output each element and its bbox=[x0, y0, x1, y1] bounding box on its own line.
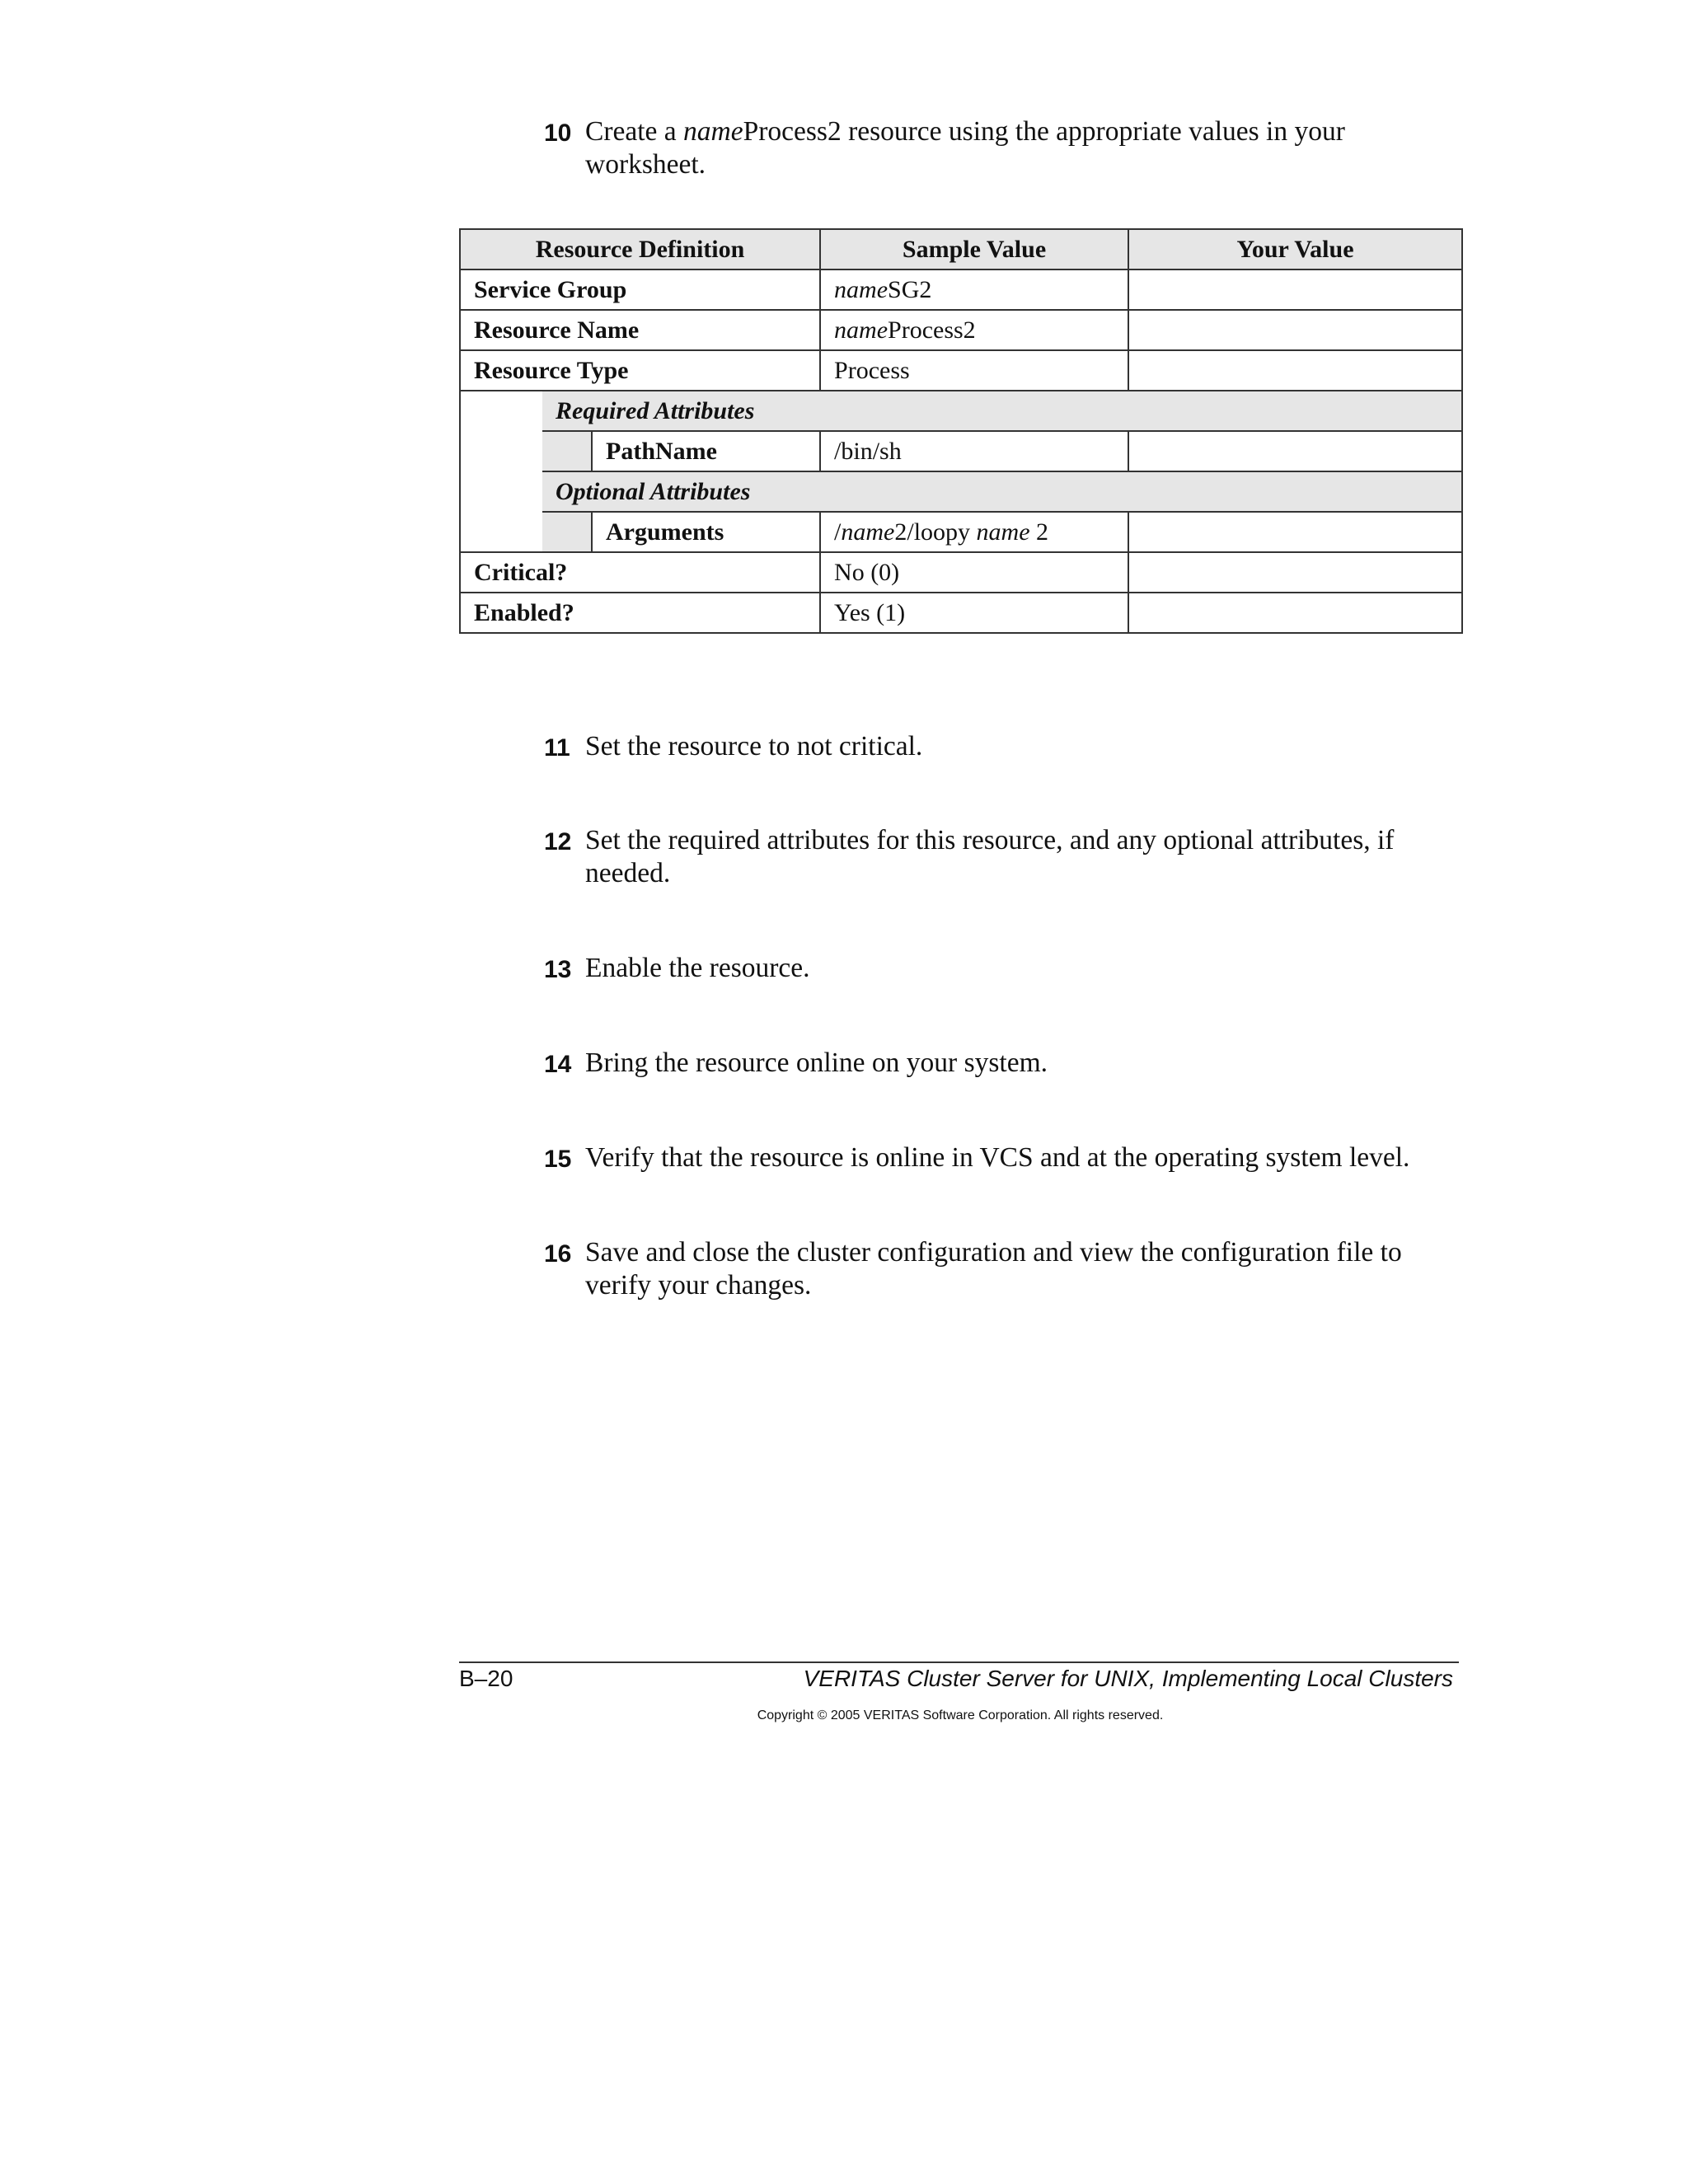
step-text: Set the required attributes for this resource, and any optional attributes, if needed. bbox=[585, 825, 1395, 888]
required-attributes-heading: Required Attributes bbox=[542, 391, 1462, 431]
step-15 bbox=[544, 1141, 1459, 1174]
italic-part: name bbox=[841, 518, 895, 546]
step-number: 11 bbox=[544, 734, 570, 762]
your-value-cell[interactable] bbox=[1128, 269, 1462, 310]
row-label: PathName bbox=[592, 431, 820, 471]
sample-value: Yes (1) bbox=[820, 593, 1128, 633]
table-subheader-row bbox=[460, 391, 1462, 431]
italic-part: name bbox=[834, 275, 889, 303]
sample-value: Process bbox=[820, 350, 1128, 391]
step-text-part: Process2 resource using the appropriate values in your worksheet. bbox=[585, 116, 1345, 180]
table-header-row bbox=[460, 229, 1462, 269]
your-value-cell[interactable] bbox=[1128, 431, 1462, 471]
indent-shade bbox=[542, 431, 592, 471]
value-part: 2/loopy bbox=[894, 518, 977, 546]
your-value-cell[interactable] bbox=[1128, 552, 1462, 593]
table-row bbox=[460, 310, 1462, 350]
step-number: 14 bbox=[544, 1051, 572, 1078]
page-number: B–20 bbox=[459, 1666, 513, 1691]
sample-value bbox=[820, 310, 1128, 350]
table-row bbox=[460, 512, 1462, 552]
header-your-value: Your Value bbox=[1128, 229, 1462, 269]
step-16 bbox=[544, 1236, 1459, 1302]
value-part: SG2 bbox=[888, 275, 932, 303]
resource-definition-table bbox=[459, 228, 1463, 634]
step-text: Bring the resource online on your system. bbox=[585, 1047, 1048, 1078]
step-text bbox=[585, 115, 1459, 181]
row-label: Resource Type bbox=[460, 350, 820, 391]
your-value-cell[interactable] bbox=[1128, 512, 1462, 552]
table-row bbox=[460, 431, 1462, 471]
step-number: 10 bbox=[544, 120, 572, 147]
sample-value bbox=[820, 269, 1128, 310]
step-number: 15 bbox=[544, 1146, 572, 1173]
sample-value bbox=[820, 512, 1128, 552]
step-11 bbox=[544, 730, 1459, 763]
your-value-cell[interactable] bbox=[1128, 310, 1462, 350]
italic-part: name bbox=[976, 518, 1030, 546]
step-number: 16 bbox=[544, 1240, 572, 1268]
indent-spacer bbox=[460, 391, 542, 552]
step-13 bbox=[544, 952, 1459, 985]
footer-divider bbox=[459, 1661, 1459, 1663]
copyright-notice: Copyright © 2005 VERITAS Software Corporation. All rights reserved. bbox=[757, 1708, 1164, 1722]
row-label: Critical? bbox=[460, 552, 820, 593]
step-text-italic: name bbox=[683, 116, 743, 147]
row-label: Arguments bbox=[592, 512, 820, 552]
sample-value: No (0) bbox=[820, 552, 1128, 593]
step-text: Enable the resource. bbox=[585, 953, 810, 983]
table-row bbox=[460, 350, 1462, 391]
step-10 bbox=[544, 115, 1459, 181]
header-sample-value: Sample Value bbox=[820, 229, 1128, 269]
your-value-cell[interactable] bbox=[1128, 593, 1462, 633]
optional-attributes-heading: Optional Attributes bbox=[542, 471, 1462, 512]
your-value-cell[interactable] bbox=[1128, 350, 1462, 391]
row-label: Enabled? bbox=[460, 593, 820, 633]
step-12 bbox=[544, 824, 1459, 890]
indent-shade bbox=[542, 512, 592, 552]
table-row bbox=[460, 593, 1462, 633]
value-part: Process2 bbox=[888, 316, 976, 344]
step-text: Verify that the resource is online in VCS and at the operating system level. bbox=[585, 1142, 1410, 1173]
row-label: Service Group bbox=[460, 269, 820, 310]
sample-value: /bin/sh bbox=[820, 431, 1128, 471]
value-part: / bbox=[834, 518, 842, 546]
header-resource-definition: Resource Definition bbox=[460, 229, 820, 269]
step-text: Save and close the cluster configuration and view the configuration file to verify your changes. bbox=[585, 1237, 1402, 1301]
step-text: Set the resource to not critical. bbox=[585, 731, 923, 762]
table-row bbox=[460, 269, 1462, 310]
step-14 bbox=[544, 1047, 1459, 1080]
book-title: VERITAS Cluster Server for UNIX, Implementing Local Clusters bbox=[803, 1666, 1453, 1691]
italic-part: name bbox=[834, 316, 889, 344]
value-part: 2 bbox=[1029, 518, 1049, 546]
table-subheader-row bbox=[460, 471, 1462, 512]
table-row bbox=[460, 552, 1462, 593]
row-label: Resource Name bbox=[460, 310, 820, 350]
step-number: 12 bbox=[544, 828, 572, 855]
step-number: 13 bbox=[544, 956, 572, 983]
step-text-part: Create a bbox=[585, 116, 684, 147]
